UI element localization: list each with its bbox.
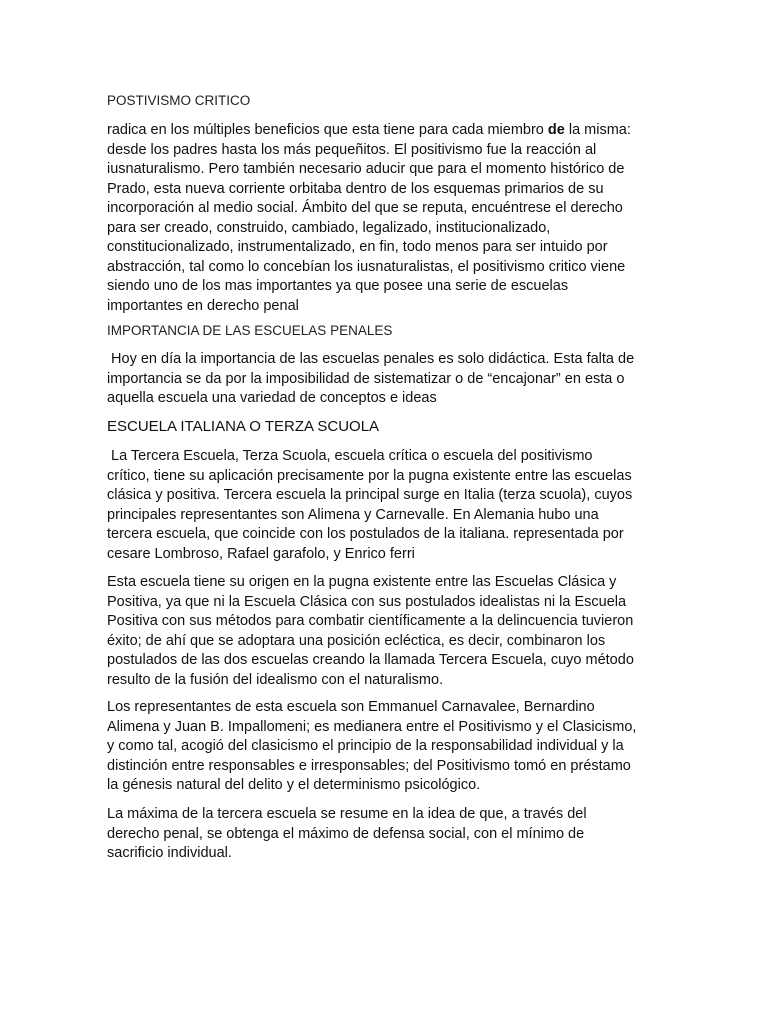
paragraph-line: Hoy en día la importancia de las escuelas penales es solo didáctica. Esta falta de: [107, 351, 635, 367]
paragraph-line: crítico, tiene su aplicación precisamente por la pugna existente entre las escuelas: [107, 467, 632, 484]
paragraph-line: importancia se da por la imposibilidad de sistematizar o de “encajonar” en esta o: [107, 370, 625, 387]
paragraph-line: siendo uno de los mas importantes ya que posee una serie de escuelas: [107, 278, 569, 294]
escuela-paragraph-2: [107, 573, 634, 690]
paragraph-line: Positiva, ya que ni la Escuela Clásica con sus postulados idealistas ni la Escuela: [107, 593, 627, 610]
paragraph-line: Esta escuela tiene su origen en la pugna existente entre las Escuelas Clásica y: [107, 574, 617, 590]
paragraph-line: resulto de la fusión del idealismo con el naturalismo.: [107, 671, 444, 688]
paragraph-line: Prado, esta nueva corriente orbitaba dentro de los esquemas primarios de su: [107, 180, 604, 197]
escuela-paragraph-3: [107, 698, 636, 796]
paragraph-line: y como tal, acogió del clasicismo el principio de la responsabilidad individual y la: [107, 738, 624, 754]
paragraph-line: importantes en derecho penal: [107, 297, 299, 314]
paragraph-line: Positiva con sus métodos para combatir científicamente a la delincuencia tuvieron: [107, 613, 634, 629]
paragraph-line: Los representantes de esta escuela son Emmanuel Carnavalee, Bernardino: [107, 699, 595, 715]
importancia-paragraph: [107, 350, 634, 409]
paragraph-line: La máxima de la tercera escuela se resume en la idea de que, a través del: [107, 806, 587, 822]
paragraph-line: éxito; de ahí que se adoptara una posición ecléctica, es decir, combinaron los: [107, 632, 606, 649]
section-heading-escuela-italiana: ESCUELA ITALIANA O TERZA SCUOLA: [107, 418, 380, 435]
paragraph-line: cesare Lombroso, Rafael garafolo, y Enrico ferri: [107, 545, 415, 562]
paragraph-line: incorporación al medio social. Ámbito del que se reputa, encuéntrese el derecho: [107, 200, 623, 216]
paragraph-line: postulados de las dos escuelas creando la llamada Tercera Escuela, cuyo método: [107, 652, 634, 668]
escuela-paragraph-1: [107, 447, 632, 564]
paragraph-line: desde los padres hasta los más pequeñitos. El positivismo fue la reacción al: [107, 141, 597, 158]
document-title: POSTIVISMO CRITICO: [107, 93, 251, 108]
paragraph-line: La Tercera Escuela, Terza Scuola, escuela crítica o escuela del positivismo: [107, 448, 593, 464]
paragraph-line: Alimena y Juan B. Impallomeni; es medianera entre el Positivismo y el Clasicismo,: [107, 718, 637, 735]
paragraph-line: abstracción, tal como lo concebían los iusnaturalistas, el positivismo critico viene: [107, 258, 626, 275]
intro-paragraph: [107, 121, 631, 316]
paragraph-line: la génesis natural del delito y el determinismo psicológico.: [107, 777, 481, 793]
paragraph-line: sacrificio individual.: [107, 845, 232, 861]
paragraph-line: derecho penal, se obtenga el máximo de defensa social, con el mínimo de: [107, 825, 585, 842]
paragraph-line: iusnaturalismo. Pero también necesario aducir que para el momento histórico de: [107, 161, 625, 177]
paragraph-line: constitucionalizado, instrumentalizado, en fin, todo menos para ser intuido por: [107, 239, 608, 255]
paragraph-line: aquella escuela una variedad de conceptos e ideas: [107, 390, 437, 406]
bold-word: de: [547, 122, 565, 138]
escuela-paragraph-4: [107, 805, 587, 864]
paragraph-line: principales representantes son Alimena y Carnevalle. En Alemania hubo una: [107, 506, 599, 523]
paragraph-line: clásica y positiva. Tercera escuela la principal surge en Italia (terza scuola), cuyos: [107, 487, 633, 503]
paragraph-line: distinción entre responsables e irresponsables; del Positivismo tomó en préstamo: [107, 757, 631, 774]
section-heading-importancia: IMPORTANCIA DE LAS ESCUELAS PENALES: [107, 323, 393, 338]
paragraph-line: tercera escuela, que coincide con los postulados de la italiana. representada por: [107, 526, 624, 542]
paragraph-line: radica en los múltiples beneficios que esta tiene para cada miembro de la misma:: [107, 122, 631, 138]
paragraph-line: para ser creado, construido, cambiado, legalizado, institucionalizado,: [107, 219, 551, 236]
